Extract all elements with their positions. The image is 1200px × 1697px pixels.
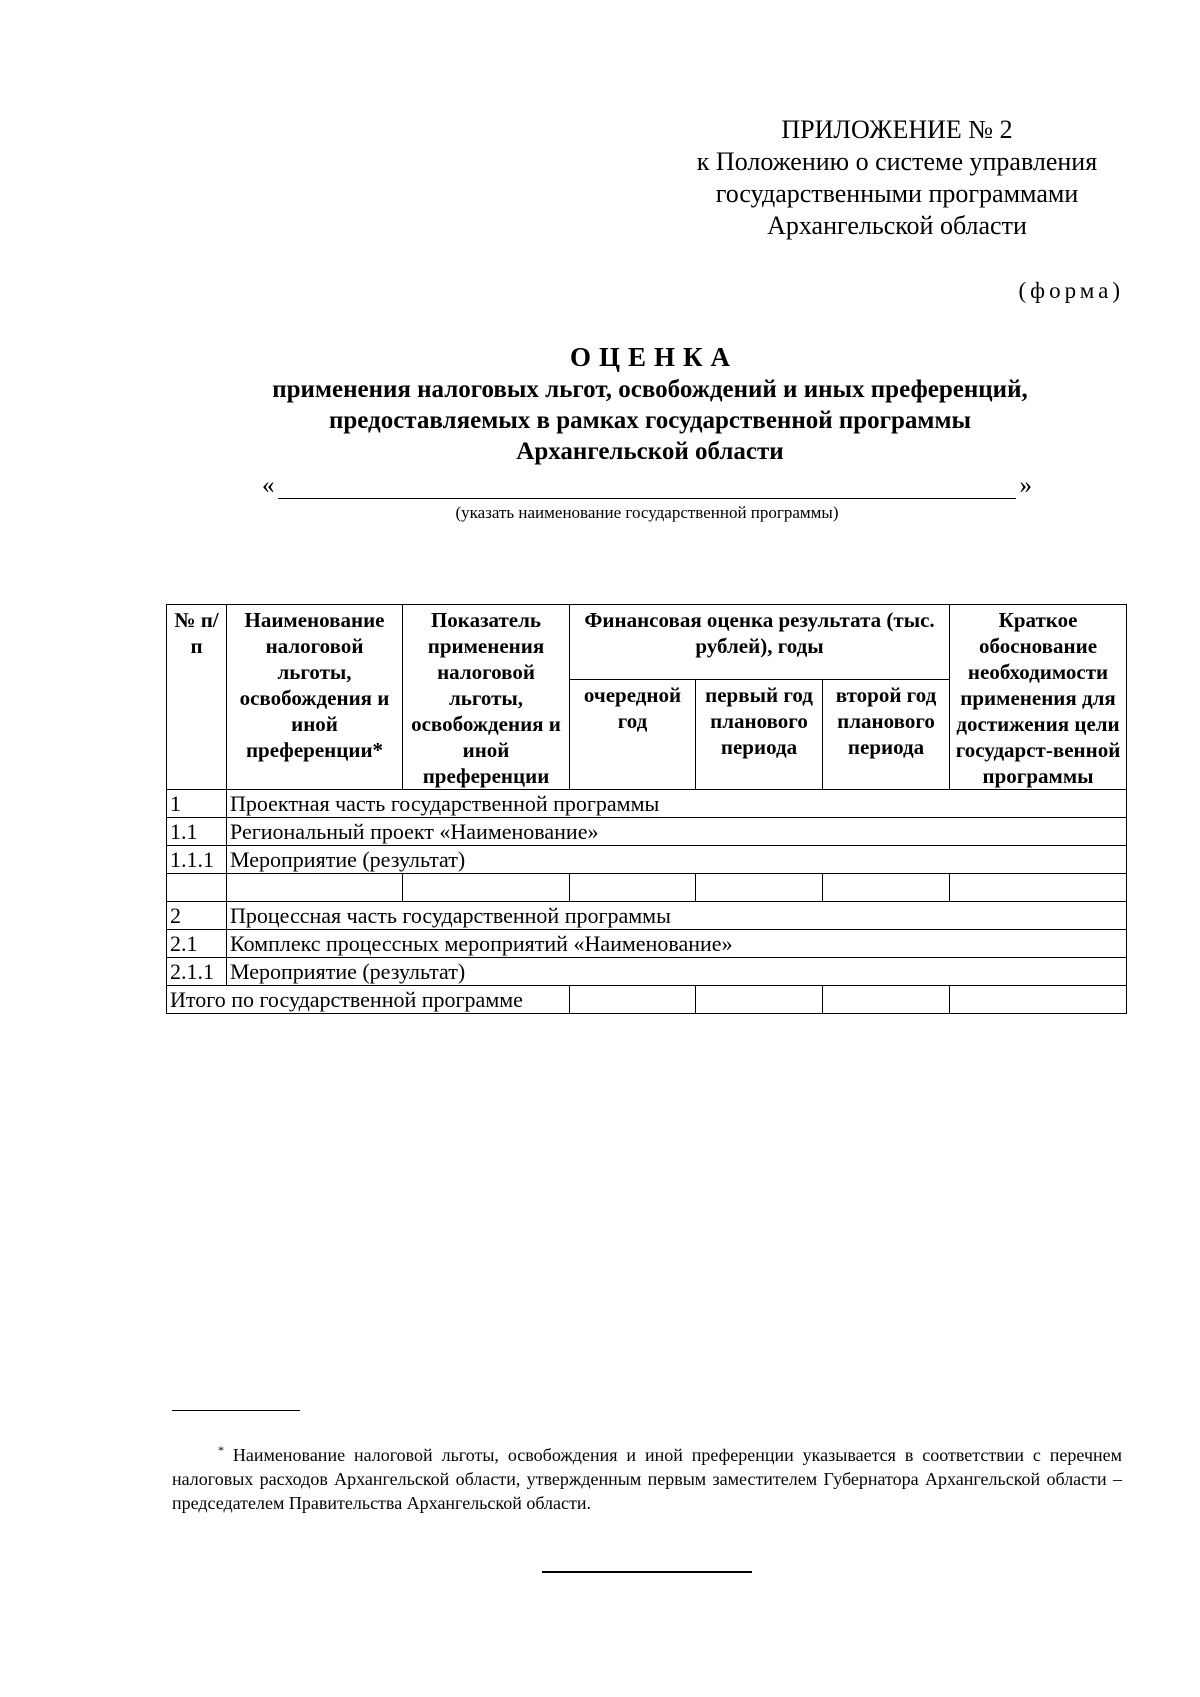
open-quote: «: [262, 472, 275, 499]
header-financial: Финансовая оценка результата (тыс. рублей), годы: [570, 605, 950, 680]
row-text: Региональный проект «Наименование»: [227, 818, 1127, 846]
table-row: [167, 930, 1127, 958]
title-line: применения налоговых льгот, освобождений и иных преференций,: [272, 376, 1028, 403]
empty-cell: [167, 874, 227, 902]
table-total-row: [167, 986, 1127, 1014]
program-name-hint: (указать наименование государственной программы): [455, 503, 839, 522]
header-year-first: первый год планового периода: [696, 679, 823, 789]
total-cell: [950, 986, 1127, 1014]
footnote-text: Наименование налоговой льготы, освобождения и иной преференции указывается в соответствии с перечнем налоговых расходов Архангельской области, утвержденным первым заместителем Губернатора Архангельской области – председателем Правительства Архангельской области.: [172, 1445, 1123, 1513]
empty-cell: [823, 874, 950, 902]
program-name-field: [262, 472, 1032, 502]
header-indicator: Показатель применения налоговой льготы, освобождения и иной преференции: [403, 605, 570, 790]
empty-cell: [696, 874, 823, 902]
row-text: Мероприятие (результат): [227, 846, 1127, 874]
header-name: Наименование налоговой льготы, освобождения и иной преференции*: [227, 605, 403, 790]
title-main: ОЦЕНКА: [569, 342, 739, 372]
table-row: [167, 790, 1127, 818]
appendix-line: к Положению о системе управления: [696, 147, 1098, 176]
row-num: 1.1.1: [167, 846, 227, 874]
table-row: [167, 902, 1127, 930]
row-text: Процессная часть государственной программы: [227, 902, 1127, 930]
header-justification: Краткое обоснование необходимости применения для достижения цели государст-венной программы: [950, 605, 1127, 790]
total-cell: [570, 986, 696, 1014]
empty-cell: [570, 874, 696, 902]
program-name-underline: [278, 498, 1016, 499]
row-num: 2: [167, 902, 227, 930]
row-text: Проектная часть государственной программы: [227, 790, 1127, 818]
appendix-line: Архангельской области: [767, 211, 1027, 240]
row-text: Комплекс процессных мероприятий «Наименование»: [227, 930, 1127, 958]
footnote: [172, 1438, 1122, 1515]
header-num: № п/п: [167, 605, 227, 790]
header-year-second: второй год планового периода: [823, 679, 950, 789]
table-row: [167, 818, 1127, 846]
appendix-line: государственными программами: [715, 179, 1079, 208]
table-header-row: [167, 605, 1127, 680]
total-cell: [696, 986, 823, 1014]
total-label: Итого по государственной программе: [167, 986, 570, 1014]
footnote-separator: [172, 1410, 300, 1411]
empty-cell: [403, 874, 570, 902]
appendix-number: ПРИЛОЖЕНИЕ № 2: [781, 115, 1013, 144]
assessment-table: [166, 604, 1127, 1014]
row-num: 1: [167, 790, 227, 818]
title-line: предоставляемых в рамках государственной программы: [328, 407, 972, 434]
footnote-marker: *: [218, 1443, 224, 1457]
close-quote: »: [1019, 472, 1032, 499]
form-label: (форма): [1018, 278, 1124, 303]
row-num: 1.1: [167, 818, 227, 846]
row-num: 2.1.1: [167, 958, 227, 986]
document-title: [160, 340, 1140, 467]
table-row: [167, 958, 1127, 986]
row-text: Мероприятие (результат): [227, 958, 1127, 986]
end-rule: [542, 1571, 752, 1573]
row-num: 2.1: [167, 930, 227, 958]
total-cell: [823, 986, 950, 1014]
header-year-current: очередной год: [570, 679, 696, 789]
appendix-header: [672, 114, 1122, 242]
empty-cell: [227, 874, 403, 902]
title-line: Архангельской области: [516, 438, 784, 465]
table-row-empty: [167, 874, 1127, 902]
empty-cell: [950, 874, 1127, 902]
table-row: [167, 846, 1127, 874]
